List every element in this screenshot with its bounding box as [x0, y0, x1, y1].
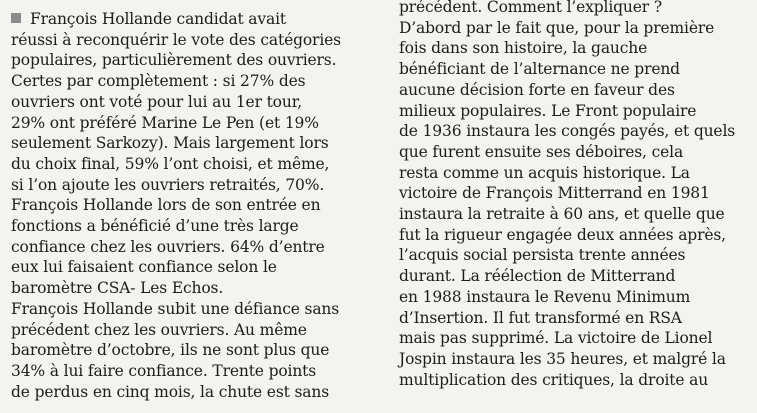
text-line: D’abord par le fait que, pour la première: [399, 18, 715, 37]
text-line: milieux populaires. Le Front populaire: [399, 101, 697, 120]
text-line: précédent chez les ouvriers. Au même: [11, 320, 307, 339]
text-line: 34% à lui faire confiance. Trente points: [11, 361, 317, 380]
text-line: Jospin instaura les 35 heures, et malgré la: [399, 349, 726, 368]
text-line: eux lui faisaient confiance selon le: [11, 258, 277, 277]
text-line: François Hollande lors de son entrée en: [11, 196, 321, 215]
text-line: précédent. Comment l’expliquer ?: [399, 0, 662, 16]
text-line: du choix final, 59% l’ont choisi, et même,: [11, 154, 330, 173]
text-line: d’Insertion. Il fut transformé en RSA: [399, 308, 682, 327]
text-line: baromètre CSA- Les Echos.: [11, 279, 224, 298]
text-line: confiance chez les ouvriers. 64% d’entre: [11, 237, 325, 256]
text-line: multiplication des critiques, la droite au: [399, 370, 709, 389]
line-text: François Hollande candidat avait: [30, 10, 286, 28]
text-line: réussi à reconquérir le vote des catégories: [11, 30, 341, 49]
article-column-right: [399, 0, 751, 390]
text-line: populaires, particulièrement des ouvriers.: [11, 51, 337, 70]
text-line: en 1988 instaura le Revenu Minimum: [399, 287, 691, 306]
text-line: mais pas supprimé. La victoire de Lionel: [399, 329, 713, 348]
text-line: Certes par complètement : si 27% des: [11, 72, 306, 91]
text-line: baromètre d’octobre, ils ne sont plus que: [11, 341, 330, 360]
text-line: resta comme un acquis historique. La: [399, 163, 690, 182]
text-line: victoire de François Mitterrand en 1981: [399, 184, 710, 203]
column-gutter: [388, 0, 389, 413]
text-line: François Hollande subit une défiance sans: [11, 299, 340, 318]
text-line: fut la rigueur engagée deux années après,: [399, 225, 726, 244]
text-line: fois dans son histoire, la gauche: [399, 39, 648, 58]
text-line: bénéficiant de l’alternance ne prend: [399, 60, 680, 79]
square-bullet-icon: [11, 13, 21, 23]
text-line: l’acquis social persista trente années: [399, 246, 686, 265]
text-line: seulement Sarkozy). Mais largement lors: [11, 134, 329, 153]
text-line: [11, 9, 377, 30]
text-line: de 1936 instaura les congés payés, et quels: [399, 122, 736, 141]
text-line: ouvriers ont voté pour lui au 1er tour,: [11, 92, 303, 111]
text-line: fonctions a bénéficié d’une très large: [11, 217, 299, 236]
text-line: aucune décision forte en faveur des: [399, 80, 675, 99]
text-line: durant. La réélection de Mitterrand: [399, 267, 676, 286]
text-line: de perdus en cinq mois, la chute est sans: [11, 382, 330, 401]
text-line: que furent ensuite ses déboires, cela: [399, 142, 684, 161]
text-line: 29% ont préféré Marine Le Pen (et 19%: [11, 113, 319, 132]
article-column-left: [11, 9, 377, 402]
text-line: instaura la retraite à 60 ans, et quelle que: [399, 205, 725, 224]
text-line: si l’on ajoute les ouvriers retraités, 70%.: [11, 175, 325, 194]
